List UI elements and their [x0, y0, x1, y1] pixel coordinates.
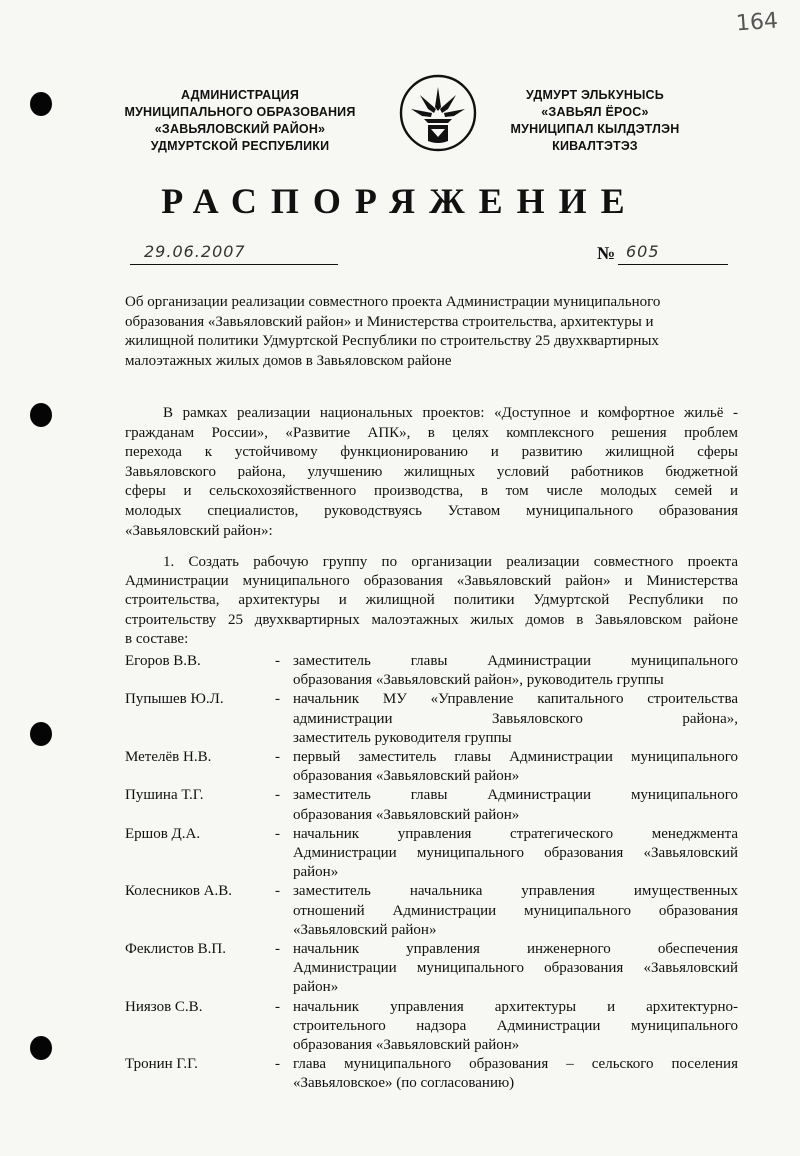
member-role-line: заместитель главы Администрации муниципального — [293, 653, 738, 669]
member-name: Феклистов В.П. — [125, 941, 226, 958]
item-1-paragraph — [125, 553, 738, 649]
member-role-line: начальник МУ «Управление капитального строительства — [293, 691, 738, 708]
member-role-line: «Завьяловский район» — [293, 921, 437, 938]
member-dash: - — [275, 883, 280, 900]
member-row — [125, 882, 740, 940]
member-role-line: район» — [293, 864, 339, 881]
member-role — [293, 940, 738, 998]
punch-hole — [30, 722, 52, 746]
header-line: УДМУРТ ЭЛЬКУНЫСЬ — [526, 88, 664, 102]
member-role-line: образования «Завьяловский район» — [293, 768, 520, 785]
preamble-line: Завьяловского района, улучшению жилищных условий работников бюджетной — [125, 463, 738, 480]
member-row — [125, 1055, 740, 1093]
member-dash: - — [275, 691, 280, 708]
preamble-line: В рамках реализации национальных проектов: «Доступное и комфортное жильё - — [163, 405, 738, 421]
member-dash: - — [275, 825, 280, 842]
date-field — [130, 242, 338, 265]
member-dash: - — [275, 749, 280, 766]
member-dash: - — [275, 653, 280, 669]
member-role-line: отношений Администрации муниципального образования — [293, 902, 738, 919]
subject-line: жилищной политики Удмуртской Республики по строительству 25 двухквартирных — [125, 333, 659, 350]
header-line: МУНИЦИПАЛЬНОГО ОБРАЗОВАНИЯ — [124, 105, 356, 119]
member-role — [293, 748, 738, 786]
header-line: УДМУРТСКОЙ РЕСПУБЛИКИ — [150, 139, 330, 153]
member-role-line: начальник управления архитектуры и архитектурно- — [293, 998, 738, 1015]
member-dash: - — [275, 998, 280, 1015]
preamble-line: перехода к устойчивому функционированию и развитию жилищной сферы — [125, 444, 738, 461]
member-role — [293, 786, 738, 824]
member-row — [125, 748, 740, 786]
member-role-line: первый заместитель главы Администрации муниципального — [293, 749, 738, 766]
member-role-line: Администрации муниципального образования «Завьяловский — [293, 960, 738, 977]
member-dash: - — [275, 787, 280, 804]
number-field — [618, 242, 728, 265]
member-row — [125, 825, 740, 883]
preamble-line: гражданам России», «Развитие АПК», в целях комплексного решения проблем — [125, 424, 738, 441]
member-row — [125, 786, 740, 824]
member-role-line: строительного надзора Администрации муниципального — [293, 1017, 738, 1034]
document-title: РАСПОРЯЖЕНИЕ — [161, 181, 639, 221]
member-role — [293, 825, 738, 883]
member-role-line: заместитель главы Администрации муниципального — [293, 787, 738, 804]
item-line: Администрации муниципального образования «Завьяловский район» и Министерства — [125, 573, 738, 590]
subject-line: образования «Завьяловский район» и Министерства строительства, архитектуры и — [125, 313, 654, 330]
member-role — [293, 1055, 738, 1093]
preamble-paragraph — [125, 404, 738, 541]
member-row — [125, 690, 740, 748]
punch-hole — [30, 1036, 52, 1060]
header-line: КИВАЛТЭТЭЗ — [552, 139, 638, 153]
member-role-line: «Завьяловское» (по согласованию) — [293, 1075, 515, 1092]
member-row — [125, 998, 740, 1056]
member-role — [293, 690, 738, 748]
member-role-line: начальник управления инженерного обеспечения — [293, 941, 738, 958]
item-line: строительству 25 двухквартирных малоэтажных жилых домов в Завьяловском районе — [125, 611, 738, 628]
member-name: Тронин Г.Г. — [125, 1056, 198, 1073]
subject-paragraph — [125, 293, 745, 371]
punch-hole — [30, 403, 52, 427]
punch-hole — [30, 92, 52, 116]
subject-line: малоэтажных жилых домов в Завьяловском районе — [125, 352, 452, 369]
member-name: Егоров В.В. — [125, 653, 201, 669]
member-role-line: администрации Завьяловского района», — [293, 710, 738, 727]
member-dash: - — [275, 941, 280, 958]
date-value: 29.06.2007 — [144, 242, 246, 261]
member-name: Ершов Д.А. — [125, 825, 201, 842]
header-right-udmurt — [460, 87, 730, 155]
header-line: «ЗАВЬЯЛ ЁРОС» — [541, 105, 649, 119]
member-role-line: заместитель руководителя группы — [293, 729, 512, 746]
number-value: 605 — [626, 242, 660, 261]
member-name: Метелёв Н.В. — [125, 749, 212, 766]
member-row — [125, 940, 740, 998]
member-role-line: Администрации муниципального образования «Завьяловский — [293, 845, 738, 862]
member-name: Пупышев Ю.Л. — [125, 691, 224, 708]
member-name: Ниязов С.В. — [125, 998, 203, 1015]
header-line: МУНИЦИПАЛ КЫЛДЭТЛЭН — [510, 122, 680, 136]
handwritten-page-number: 164 — [735, 8, 779, 37]
number-label: № — [597, 243, 616, 263]
member-role-line: образования «Завьяловский район» — [293, 1037, 520, 1054]
member-role — [293, 998, 738, 1056]
working-group-members — [125, 652, 740, 1094]
member-role-line: район» — [293, 979, 339, 996]
member-role-line: заместитель начальника управления имущественных — [293, 883, 738, 900]
preamble-line: молодых специалистов, руководствуясь Уставом муниципального образования — [125, 502, 738, 519]
item-line: 1. Создать рабочую группу по организации реализации совместного проекта — [163, 554, 738, 570]
member-role — [293, 652, 738, 690]
member-role-line: образования «Завьяловский район» — [293, 806, 520, 823]
member-role — [293, 882, 738, 940]
member-row — [125, 652, 740, 690]
member-role-line: начальник управления стратегического менеджмента — [293, 825, 738, 842]
subject-line: Об организации реализации совместного проекта Администрации муниципального — [125, 294, 661, 310]
member-role-line: глава муниципального образования – сельского поселения — [293, 1056, 738, 1073]
preamble-line: сферы и сельскохозяйственного производства, в том числе молодых семей и — [125, 483, 738, 500]
item-line: в составе: — [125, 630, 189, 647]
member-dash: - — [275, 1056, 280, 1073]
preamble-line: «Завьяловский район»: — [125, 522, 273, 539]
header-line: АДМИНИСТРАЦИЯ — [180, 88, 300, 102]
header-left-russian — [105, 87, 375, 155]
item-line: строительства, архитектуры и жилищной политики Удмуртской Республики по — [125, 592, 738, 609]
header-line: «ЗАВЬЯЛОВСКИЙ РАЙОН» — [154, 122, 326, 136]
member-name: Пушина Т.Г. — [125, 787, 204, 804]
member-role-line: образования «Завьяловский район», руководитель группы — [293, 672, 664, 689]
member-name: Колесников А.В. — [125, 883, 232, 900]
